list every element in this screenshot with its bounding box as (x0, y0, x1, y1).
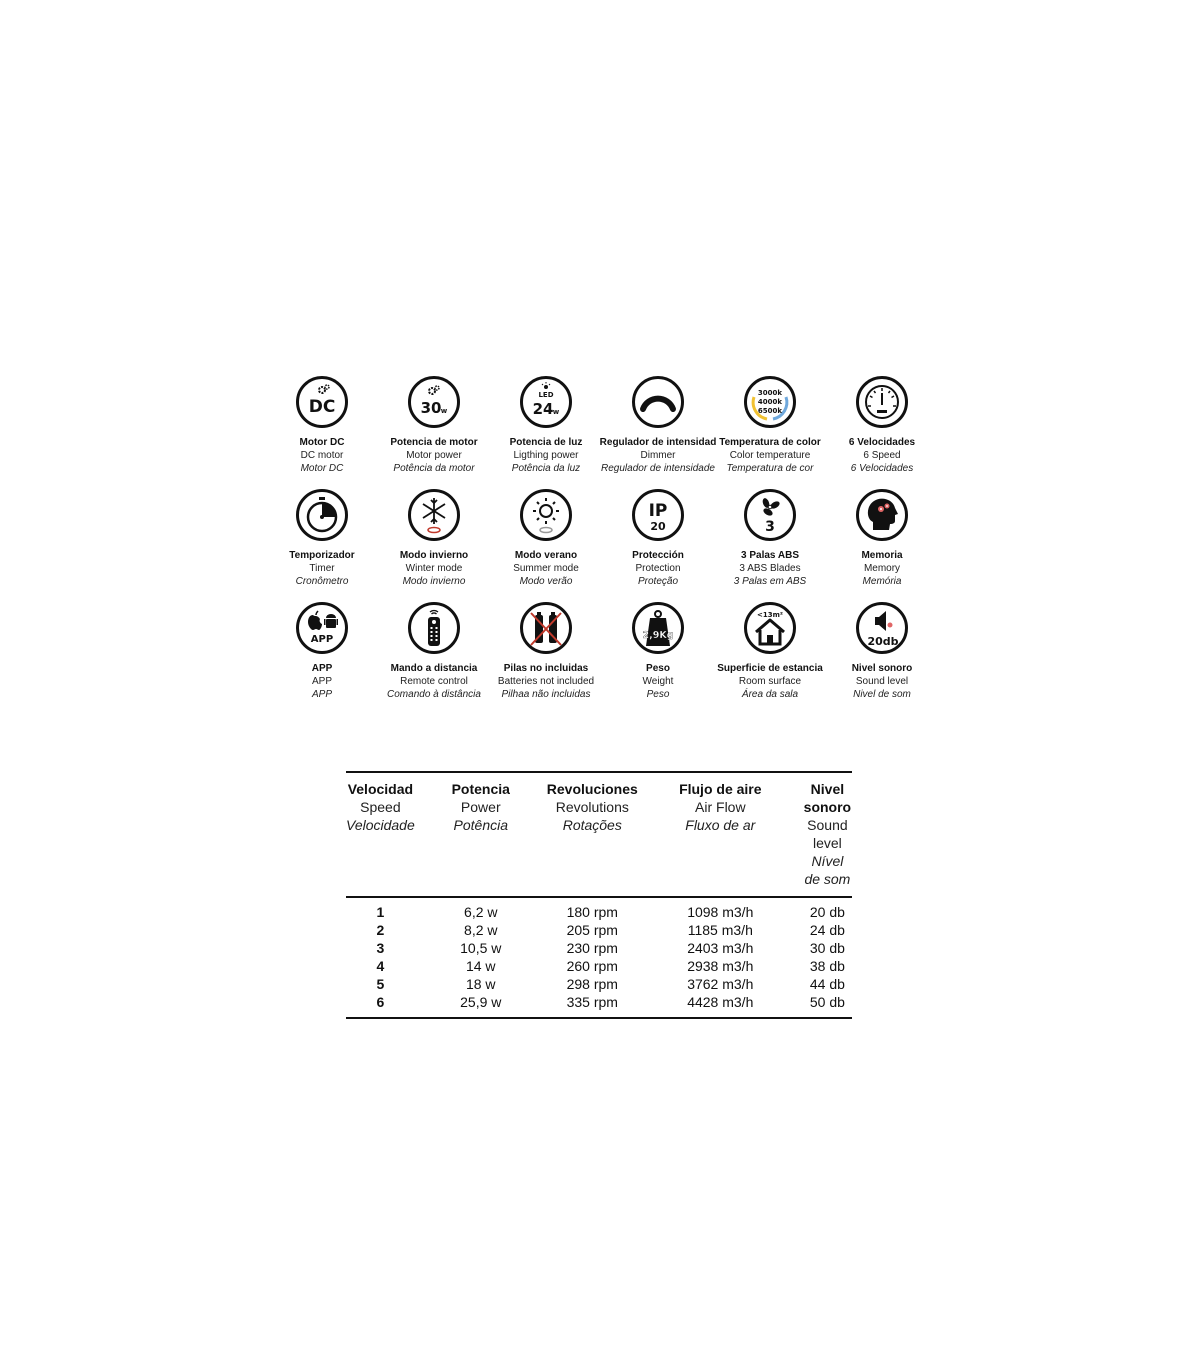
led-icon-text: 24 (532, 400, 554, 418)
feature-label-en: Sound level (855, 676, 909, 687)
cell-revolutions: 260 rpm (566, 958, 618, 974)
feature-label-es: Pilas no incluidas (503, 663, 589, 674)
fan-blades-icon (744, 489, 796, 541)
color-temp-line-2: 4000k (757, 398, 783, 406)
header-label-pt: Velocidade (346, 817, 415, 833)
feature-protection (602, 485, 714, 598)
app-icon (296, 602, 348, 654)
stopwatch-icon (296, 489, 348, 541)
cell-revolutions: 298 rpm (566, 976, 618, 992)
table-row (346, 939, 852, 957)
feature-label-es: Potencia de motor (390, 437, 478, 448)
feature-memory (826, 485, 938, 598)
header-label-en: Speed (360, 799, 401, 815)
room-icon-text: <13m² (757, 611, 783, 619)
header-label-es: Revoluciones (546, 781, 638, 797)
feature-dimmer (599, 372, 717, 485)
cell-air-flow: 2403 m3/h (687, 940, 754, 956)
feature-label-en: DC motor (300, 450, 344, 461)
color-temp-line-1: 3000k (757, 389, 783, 397)
table-row (346, 993, 852, 1011)
feature-label-es: Modo invierno (399, 550, 469, 561)
feature-label-en: Remote control (400, 676, 468, 687)
cell-revolutions: 180 rpm (566, 904, 618, 920)
feature-label-pt: 6 Velocidades (850, 463, 914, 474)
cell-speed: 2 (376, 922, 385, 938)
feature-label-pt: Comando à distância (387, 689, 481, 700)
feature-label-en: Memory (863, 563, 901, 574)
feature-label-en: Batteries not included (497, 676, 595, 687)
feature-label-es: 3 Palas ABS (741, 550, 799, 561)
feature-label-en: Winter mode (405, 563, 463, 574)
feature-label-es: Temporizador (289, 550, 355, 561)
feature-label-pt: Pilhaa não incluidas (501, 689, 591, 700)
header-label-pt: Rotações (562, 817, 622, 833)
feature-label-en: Protection (635, 563, 681, 574)
header-label-es: Velocidad (347, 781, 414, 797)
feature-label-es: Peso (646, 663, 670, 674)
feature-label-pt: Proteção (637, 576, 679, 587)
feature-label-es: APP (311, 663, 333, 674)
table-row (346, 903, 852, 921)
feature-label-es: Mando a distancia (390, 663, 478, 674)
power-icon-text: 30 (420, 399, 442, 417)
cell-air-flow: 1185 m3/h (687, 922, 753, 938)
feature-label-en: Motor power (406, 450, 462, 461)
feature-label-pt: APP (311, 689, 332, 700)
cell-power: 8,2 w (464, 922, 498, 938)
header-label-pt: Potência (453, 817, 508, 833)
header-label-pt: Nível de som (804, 853, 851, 887)
feature-label-pt: Modo verão (519, 576, 573, 587)
feature-label-es: Modo verano (514, 550, 578, 561)
header-label-es: Flujo de aire (679, 781, 762, 797)
feature-batteries (490, 598, 602, 711)
feature-label-pt: Área da sala (741, 689, 799, 700)
feature-label-es: Protección (632, 550, 684, 561)
header-label-en: Air Flow (695, 799, 746, 815)
feature-label-es: Potencia de luz (509, 437, 583, 448)
cell-revolutions: 230 rpm (566, 940, 618, 956)
cell-power: 6,2 w (464, 904, 498, 920)
header-label-pt: Fluxo de ar (685, 817, 756, 833)
weight-icon-text: 2,9Kg (642, 630, 674, 641)
cell-speed: 5 (376, 976, 385, 992)
remote-control-icon (408, 602, 460, 654)
cell-power: 18 w (465, 976, 496, 992)
feature-speed (826, 372, 938, 485)
feature-label-pt: Peso (646, 689, 670, 700)
snowflake-icon (408, 489, 460, 541)
table-row (346, 921, 852, 939)
feature-label-pt: Memória (862, 576, 902, 587)
cell-power: 25,9 w (460, 994, 502, 1010)
cell-revolutions: 335 rpm (566, 994, 618, 1010)
feature-label-es: Motor DC (299, 437, 345, 448)
feature-app (266, 598, 378, 711)
feature-label-en: APP (311, 676, 332, 687)
cell-sound-level: 30 db (809, 940, 845, 956)
cell-sound-level: 50 db (809, 994, 845, 1010)
feature-summer-mode (490, 485, 602, 598)
speedometer-icon (856, 376, 908, 428)
dc-motor-icon (296, 376, 348, 428)
cell-air-flow: 2938 m3/h (687, 958, 754, 974)
feature-label-en: Ligthing power (513, 450, 579, 461)
feature-label-pt: Modo invierno (402, 576, 466, 587)
app-icon-text: APP (310, 634, 334, 645)
cell-speed: 3 (376, 940, 385, 956)
feature-winter-mode (378, 485, 490, 598)
feature-label-es: Nivel sonoro (851, 663, 913, 674)
feature-label-pt: 3 Palas em ABS (733, 576, 807, 587)
ip-icon-sub: 20 (650, 520, 666, 533)
sound-icon-text: 20db (867, 635, 899, 648)
feature-label-es: Regulador de intensidad (599, 437, 717, 448)
feature-light-power (490, 372, 602, 485)
cell-sound-level: 24 db (809, 922, 845, 938)
feature-grid (266, 372, 936, 711)
cell-sound-level: 38 db (809, 958, 845, 974)
cell-speed: 4 (376, 958, 385, 974)
ip-rating-icon (632, 489, 684, 541)
feature-label-en: 3 ABS Blades (739, 563, 801, 574)
motor-power-icon (408, 376, 460, 428)
header-label-es: Nivel sonoro (803, 781, 852, 815)
header-sound-level (803, 773, 852, 897)
weight-icon (632, 602, 684, 654)
table-row (346, 975, 852, 993)
dc-icon-text: DC (308, 397, 336, 417)
color-temperature-icon (744, 376, 796, 428)
feature-blades (714, 485, 826, 598)
color-temp-line-3: 6500k (757, 407, 783, 415)
blades-icon-text: 3 (765, 519, 775, 535)
feature-label-es: Memoria (861, 550, 903, 561)
batteries-not-included-icon (520, 602, 572, 654)
header-label-en: Sound level (807, 817, 848, 851)
feature-color-temperature (714, 372, 826, 485)
feature-room-surface (714, 598, 826, 711)
feature-label-es: 6 Velocidades (848, 437, 916, 448)
feature-label-pt: Potência da motor (393, 463, 475, 474)
dimmer-icon (632, 376, 684, 428)
cell-sound-level: 20 db (809, 904, 845, 920)
feature-label-en: Dimmer (640, 450, 676, 461)
ip-icon-text: IP (648, 501, 668, 521)
house-icon (744, 602, 796, 654)
cell-speed: 1 (376, 904, 385, 920)
power-icon-unit: w (440, 407, 448, 415)
feature-label-pt: Temperatura de cor (726, 463, 814, 474)
header-speed (346, 773, 415, 897)
led-light-icon (520, 376, 572, 428)
feature-timer (266, 485, 378, 598)
cell-air-flow: 1098 m3/h (687, 904, 754, 920)
cell-power: 14 w (465, 958, 496, 974)
header-label-en: Power (460, 799, 501, 815)
feature-label-pt: Cronômetro (295, 576, 349, 587)
header-label-en: Revolutions (555, 799, 629, 815)
cell-air-flow: 4428 m3/h (687, 994, 754, 1010)
cell-revolutions: 205 rpm (566, 922, 618, 938)
feature-dc-motor (266, 372, 378, 485)
cell-power: 10,5 w (460, 940, 502, 956)
memory-head-icon (856, 489, 908, 541)
feature-label-pt: Motor DC (300, 463, 344, 474)
header-revolutions (547, 773, 638, 897)
speaker-icon (856, 602, 908, 654)
feature-remote-control (378, 598, 490, 711)
table-row (346, 957, 852, 975)
led-icon-small: LED (538, 391, 554, 399)
feature-sound-level (826, 598, 938, 711)
feature-label-en: Weight (642, 676, 674, 687)
feature-motor-power (378, 372, 490, 485)
cell-sound-level: 44 db (809, 976, 845, 992)
feature-label-es: Temperatura de color (719, 437, 821, 448)
table-header-row (346, 773, 852, 897)
speed-specs-table (346, 771, 852, 1019)
header-label-es: Potencia (451, 781, 510, 797)
feature-label-en: 6 Speed (863, 450, 901, 461)
cell-air-flow: 3762 m3/h (687, 976, 754, 992)
feature-label-pt: Nivel de som (853, 689, 911, 700)
feature-label-pt: Potência da luz (511, 463, 581, 474)
cell-speed: 6 (376, 994, 385, 1010)
feature-label-en: Color temperature (729, 450, 811, 461)
header-air-flow (638, 773, 803, 897)
sun-icon (520, 489, 572, 541)
feature-label-en: Timer (309, 563, 335, 574)
feature-label-pt: Regulador de intensidade (601, 463, 715, 474)
header-power (415, 773, 547, 897)
feature-label-en: Room surface (738, 676, 802, 687)
feature-label-en: Summer mode (513, 563, 579, 574)
feature-label-es: Superficie de estancia (717, 663, 823, 674)
led-icon-unit: w (552, 408, 560, 416)
feature-weight (602, 598, 714, 711)
